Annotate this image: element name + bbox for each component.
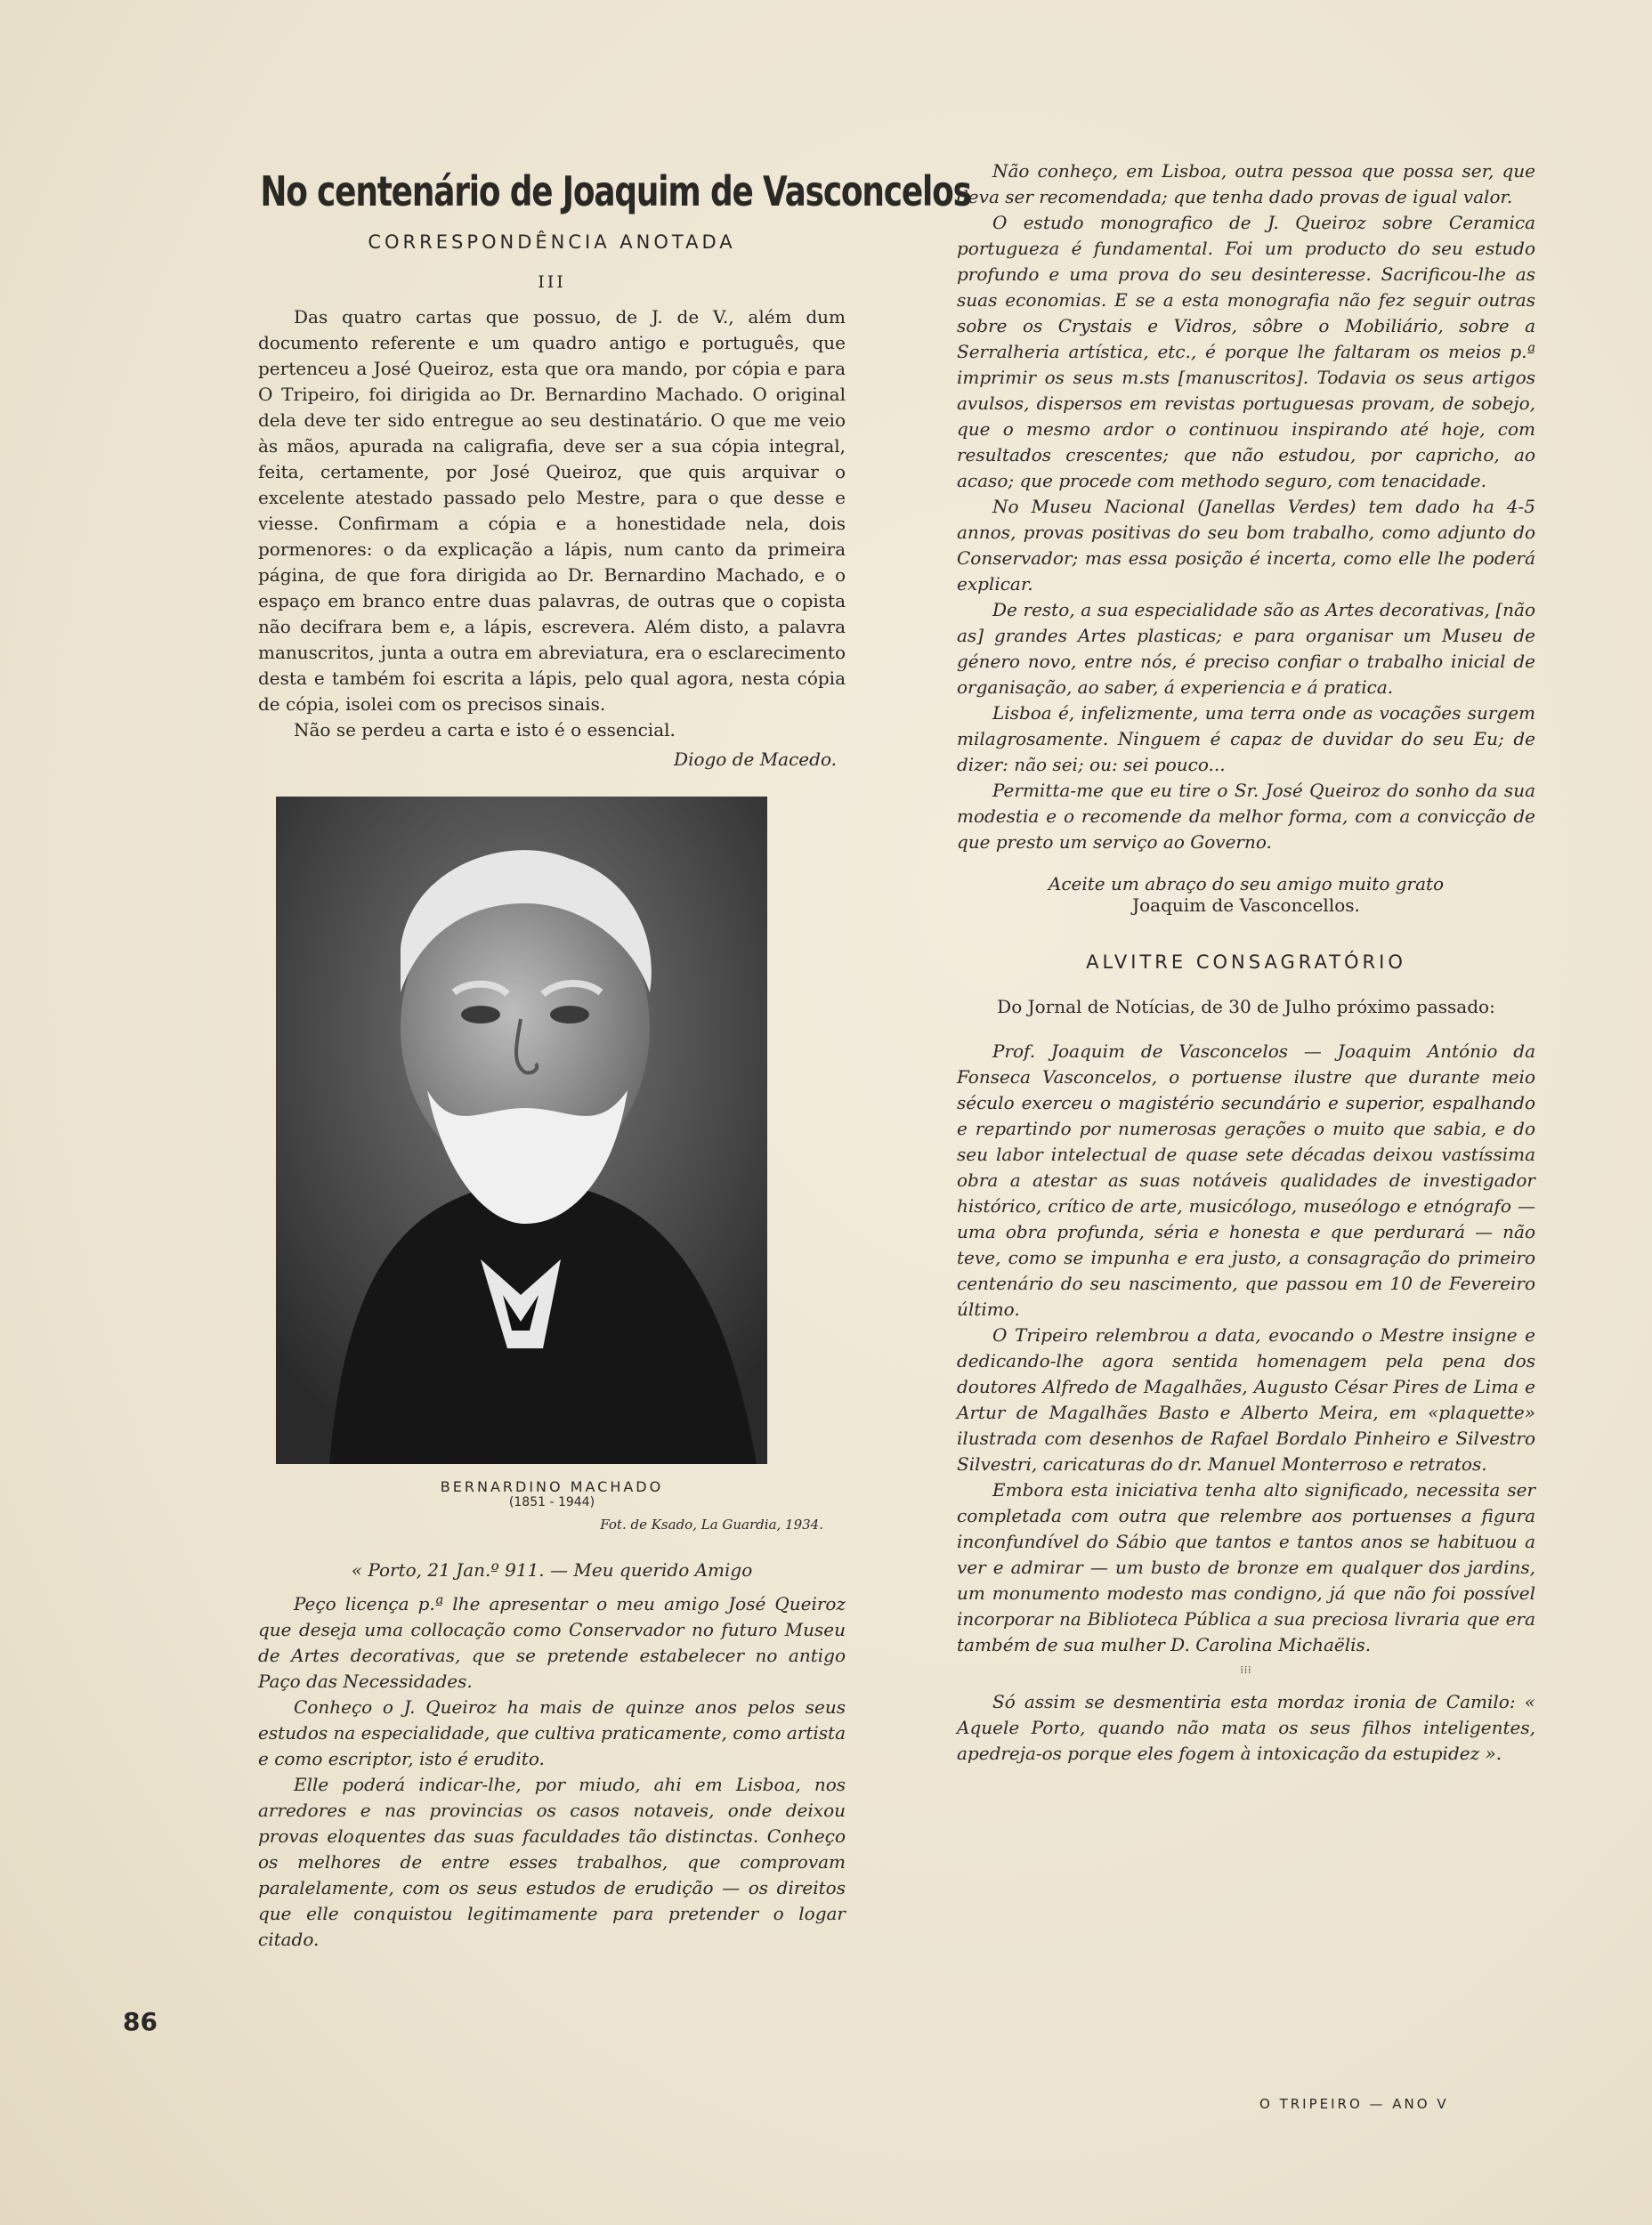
signature: Diogo de Macedo. [674, 748, 837, 770]
letter-paragraph: Peço licença p.ª lhe apresentar o meu amigo José Queiroz que deseja uma collocação como Conservador no futuro Museu de Artes decorativas, que se pretende estabelecer no antigo Paço das Necessidades. [258, 1593, 846, 1692]
letter-paragraph: Conheço o J. Queiroz ha mais de quinze anos pelos seus estudos na especialidade, que cultiva praticamente, como artista e como escriptor, isto é erudito. [258, 1696, 846, 1769]
photo-credit: Fot. de Ksado, La Guardia, 1934. [600, 1517, 823, 1533]
section-heading: ALVITRE CONSAGRATÓRIO [1086, 951, 1406, 973]
portrait-illustration [276, 797, 767, 1464]
separator-ornament: ⁞⁞⁞ [1240, 1663, 1252, 1676]
letter-closing-name: Joaquim de Vasconcellos. [1132, 894, 1360, 916]
article-title: No centenário de Joaquim de Vasconcelos [260, 167, 971, 215]
letter-opening: « Porto, 21 Jan.º 911. — Meu querido Amigo [351, 1559, 753, 1581]
section-paragraph: O Tripeiro relembrou a data, evocando o Mestre insigne e dedicando-lhe agora sentida homenagem pela pena dos doutores Alfredo de Magalhães, Augusto César Pires de Lima e Artur de Magalhães Basto e Alberto Meira, em «plaquette» ilustrada com desenhos de Rafael Bordalo Pinheiro e Silvestro Silvestri, caricaturas do dr. Manuel Monterroso e retratos. [957, 1324, 1535, 1475]
left-column [258, 160, 971, 1953]
section-source: Do Jornal de Notícias, de 30 de Julho próximo passado: [997, 996, 1495, 1017]
letter-paragraph: Permitta-me que eu tire o Sr. José Queiroz do sonho da sua modestia e o recomende da melhor forma, com a convicção de que presto um serviço ao Governo. [957, 780, 1535, 853]
section-paragraph: Prof. Joaquim de Vasconcelos — Joaquim António da Fonseca Vasconcelos, o portuense ilustre que durante meio século exerceu o magistério secundário e superior, espalhando e repartindo por numerosas gerações o muito que sabia, e do seu labor intelectual de quase sete décadas deixou vastíssima obra a atestar as suas notáveis qualidades de investigador histórico, crítico de arte, musicólogo, museólogo e etnógrafo — uma obra profunda, séria e honesta e que perdurará — não teve, como se impunha e era justo, a consagração do primeiro centenário do seu nascimento, que passou em 10 de Fevereiro último. [957, 1040, 1535, 1320]
letter-paragraph: No Museu Nacional (Janellas Verdes) tem dado ha 4-5 annos, provas positivas do seu bom trabalho, como adjunto do Conservador; mas essa posição é incerta, como elle lhe poderá explicar. [957, 496, 1535, 595]
letter-closing: Aceite um abraço do seu amigo muito grato [1048, 873, 1445, 894]
article-subtitle: CORRESPONDÊNCIA ANOTADA [368, 231, 736, 253]
photo-caption-years: (1851 - 1944) [508, 1495, 595, 1509]
section-paragraph: Embora esta iniciativa tenha alto significado, necessita ser completada com outra que relembre aos portuenses a figura inconfundível do Sábio que tantos e tantos anos se habituou a ver e admirar — um busto de bronze em qualquer dos jardins, um monumento modesto mas condigno, já que não foi possível incorporar na Biblioteca Pública a sua preciosa livraria que era também de sua mulher D. Carolina Michaëlis. [957, 1479, 1535, 1655]
photo-caption-name: BERNARDINO MACHADO [440, 1478, 664, 1495]
letter-paragraph: Elle poderá indicar-lhe, por miudo, ahi em Lisboa, nos arredores e nas provincias os casos notaveis, onde deixou provas eloquentes das suas faculdades tão distinctas. Conheço os melhores de entre esses trabalhos, que comprovam paralelamente, com os seus estudos de erudição — os direitos que elle conquistou legitimamente para pretender o logar citado. [258, 1774, 846, 1950]
part-number: III [538, 272, 566, 292]
page-number: 86 [123, 2007, 158, 2036]
running-footer: O TRIPEIRO — ANO V [1259, 2096, 1449, 2112]
portrait-photo [276, 797, 767, 1464]
right-column [957, 158, 1535, 1767]
intro-paragraph: Das quatro cartas que possuo, de J. de V., além dum documento referente e um quadro antigo e português, que pertenceu a José Queiroz, esta que ora mando, por cópia e para O Tripeiro, foi dirigida ao Dr. Bernardino Machado. O original dela deve ter sido entregue ao seu destinatário. O que me veio às mãos, apurada na caligrafia, deve ser a sua cópia integral, feita, certamente, por José Queiroz, que quis arquivar o excelente atestado passado pelo Mestre, para o que desse e viesse. Confirmam a cópia e a honestidade nela, dois pormenores: o da explicação a lápis, num canto da primeira página, de que fora dirigida ao Dr. Bernardino Machado, e o espaço em branco entre duas palavras, de outras que o copista não decifrara bem e, a lápis, escrevera. Além disto, a palavra manuscritos, junta a outra em abreviatura, era o esclarecimento desta e também foi escrita a lápis, pelo qual agora, nesta cópia de cópia, isolei com os precisos sinais. [258, 306, 846, 715]
letter-paragraph: O estudo monografico de J. Queiroz sobre Ceramica portugueza é fundamental. Foi um producto do seu estudo profundo e uma prova do seu desinteresse. Sacrificou-lhe as suas economias. E se a esta monografia não fez seguir outras sobre os Crystais e Vidros, sôbre o Mobiliário, sobre a Serralheria artística, etc., é porque lhe faltaram os meios p.ª imprimir os seus m.sts [manuscritos]. Todavia os seus artigos avulsos, dispersos em revistas portuguesas provam, de sobejo, que o mesmo ardor o continuou inspirando até hoje, com resultados crescentes; que não estudou, por capricho, ao acaso; que procede com methodo seguro, com tenacidade. [957, 212, 1535, 491]
letter-paragraph: Lisboa é, infelizmente, uma terra onde as vocações surgem milagrosamente. Ninguem é capaz de duvidar do seu Eu; de dizer: não sei; ou: sei pouco... [957, 702, 1535, 775]
letter-paragraph: Não conheço, em Lisboa, outra pessoa que possa ser, que deva ser recomendada; que tenha dado provas de igual valor. [957, 160, 1535, 207]
closing-paragraph: Só assim se desmentiria esta mordaz ironia de Camilo: « Aquele Porto, quando não mata os seus filhos inteligentes, apedreja-os porque eles fogem à intoxicação da estupidez ». [957, 1691, 1535, 1764]
intro-paragraph: Não se perdeu a carta e isto é o essencial. [294, 719, 676, 740]
letter-paragraph: De resto, a sua especialidade são as Artes decorativas, [não as] grandes Artes plasticas; e para organisar um Museu de género novo, entre nós, é preciso confiar o trabalho inicial de organisação, ao saber, á experiencia e á pratica. [957, 599, 1535, 698]
